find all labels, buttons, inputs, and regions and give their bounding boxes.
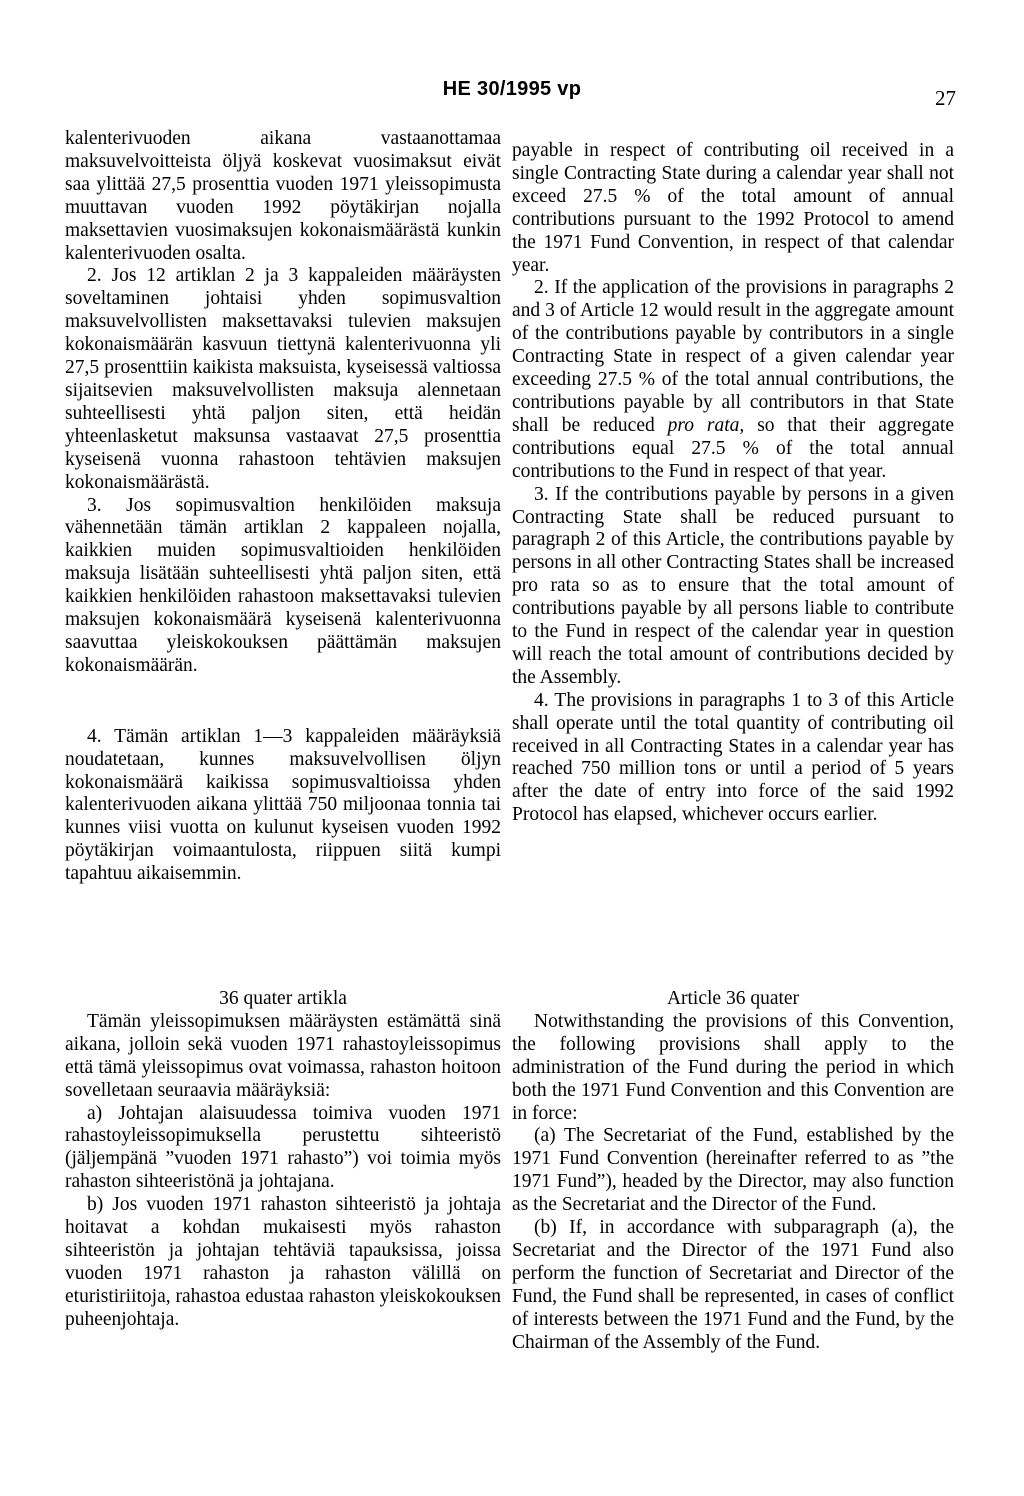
- en-article-title: Article 36 quater: [666, 988, 800, 1009]
- page-header: [0, 78, 1024, 108]
- finnish-column-top: [65, 128, 501, 886]
- en-paragraph-2: [512, 277, 954, 483]
- en-article-item-a: (a) The Secretariat of the Fund, established by the 1971 Fund Convention (hereinafter referred to as ”the 1971 Fund”), headed by the Director, may also function as the Secretariat and the Director of the Fund.: [512, 1125, 954, 1216]
- fi-article-item-b: b) Jos vuoden 1971 rahaston sihteeristö ja johtaja hoitavat a kohdan mukaisesti myös rahaston sihteeristön ja johtajan tehtäviä tapauksissa, joissa vuoden 1971 rahaston ja rahaston välillä on eturistiriitoja, rahastoa edustaa rahaston yleiskokouksen puheenjohtaja.: [65, 1194, 501, 1330]
- fi-paragraph-4: 4. Tämän artiklan 1—3 kappaleiden määräyksiä noudatetaan, kunnes maksuvelvollisen öljyn kokonaismäärä kaikissa sopimusvaltioissa yhden kalenterivuoden aikana ylittää 750 miljoonaa tonnia tai kunnes viisi vuotta on kulunut kyseisen vuoden 1992 pöytäkirjan voimaantulosta, riippuen siitä kumpi tapahtuu aikaisemmin.: [65, 725, 501, 885]
- document-reference: HE 30/1995 vp: [442, 78, 582, 100]
- fi-article-intro: Tämän yleissopimuksen määräysten estämättä sinä aikana, jolloin sekä vuoden 1971 rahastoyleissopimus että tämä yleissopimus ovat voimassa, rahaston hoitoon sovelletaan seuraavia määräyksiä:: [65, 1010, 501, 1101]
- en-paragraph-2-text-b: so that their aggregate contributions equal 27.5 % of the total annual contributions to the Fund in respect of that year.: [512, 414, 954, 482]
- fi-paragraph-3: 3. Jos sopimusvaltion henkilöiden maksuja vähennetään tämän artiklan 2 kappaleen nojalla, kaikkien muiden sopimusvaltioiden henkilöiden maksuja lisätään suhteellisesti yhtä paljon siten, että kaikkien henkilöiden rahastoon maksettavaksi tulevien maksujen kokonaismäärä kyseisenä kalenterivuonna saavuttaa yleiskokouksen päättämän maksujen kokonaismäärän.: [65, 494, 501, 676]
- en-paragraph-2-text-a: 2. If the application of the provisions in paragraphs 2 and 3 of Article 12 would result in the aggregate amount of the contributions payable by contributors in a single Contracting State in respect of a given calendar year exceeding 27.5 % of the total annual contributions, the contributions payable by all contributors in that State shall be reduced: [512, 277, 954, 436]
- en-article-intro: Notwithstanding the provisions of this Convention, the following provisions shall apply to the administration of the Fund during the period in which both the 1971 Fund Convention and this Convention are in force:: [512, 1010, 954, 1124]
- en-paragraph-4: 4. The provisions in paragraphs 1 to 3 of this Article shall operate until the total quantity of contributing oil received in all Contracting States in a calendar year has reached 750 million tons or until a period of 5 years after the date of entry into force of the said 1992 Protocol has elapsed, whichever occurs earlier.: [512, 689, 954, 826]
- english-column-top: [512, 140, 954, 827]
- fi-paragraph-continued: kalenterivuoden aikana vastaanottamaa maksuvelvoitteista öljyä koskevat vuosimaksut eivät saa ylittää 27,5 prosenttia vuoden 1971 yleissopimusta muuttavan vuoden 1992 pöytäkirjan nojalla maksettavien vuosimaksujen kokonaismäärästä kunkin kalenterivuoden osalta.: [65, 128, 501, 264]
- en-article-item-b: (b) If, in accordance with subparagraph (a), the Secretariat and the Director of the 1971 Fund also perform the function of Secretariat and Director of the Fund, the Fund shall be represented, in cases of conflict of interests between the 1971 Fund and the Fund, by the Chairman of the Assembly of the Fund.: [512, 1217, 954, 1353]
- en-paragraph-3: 3. If the contributions payable by persons in a given Contracting State shall be reduced pursuant to paragraph 2 of this Article, the contributions payable by persons in all other Contracting States shall be increased pro rata so as to ensure that the total amount of contributions payable by all persons liable to contribute to the Fund in respect of the calendar year in question will reach the total amount of contributions decided by the Assembly.: [512, 483, 954, 688]
- fi-article-title: 36 quater artikla: [219, 988, 347, 1009]
- en-paragraph-continued: payable in respect of contributing oil received in a single Contracting State during a calendar year shall not exceed 27.5 % of the total amount of annual contributions pursuant to the 1992 Protocol to amend the 1971 Fund Convention, in respect of that calendar year.: [512, 140, 954, 276]
- fi-article-item-a: a) Johtajan alaisuudessa toimiva vuoden 1971 rahastoyleissopimuksella perustettu sihteeristö (jäljempänä ”vuoden 1971 rahasto”) voi toimia myös rahaston sihteeristönä ja johtajana.: [65, 1102, 501, 1193]
- finnish-article-block: [65, 988, 501, 1332]
- en-paragraph-2-emphasis: pro rata,: [667, 414, 745, 436]
- english-article-block: [512, 988, 954, 1355]
- fi-paragraph-2: 2. Jos 12 artiklan 2 ja 3 kappaleiden määräysten soveltaminen johtaisi yhden sopimusvaltion maksuvelvollisten maksettavaksi tulevien maksujen kokonaismäärän kasvuun tiettynä kalenterivuonna yli 27,5 prosenttiin kaikista maksuista, kyseisessä valtiossa sijaitsevien maksuvelvollisten maksuja alennetaan suhteellisesti yhtä paljon siten, että heidän yhteenlasketut maksunsa vastaavat 27,5 prosenttia kyseisenä vuonna rahastoon tehtävien maksujen kokonaismäärästä.: [65, 265, 501, 493]
- page-number: 27: [935, 86, 956, 110]
